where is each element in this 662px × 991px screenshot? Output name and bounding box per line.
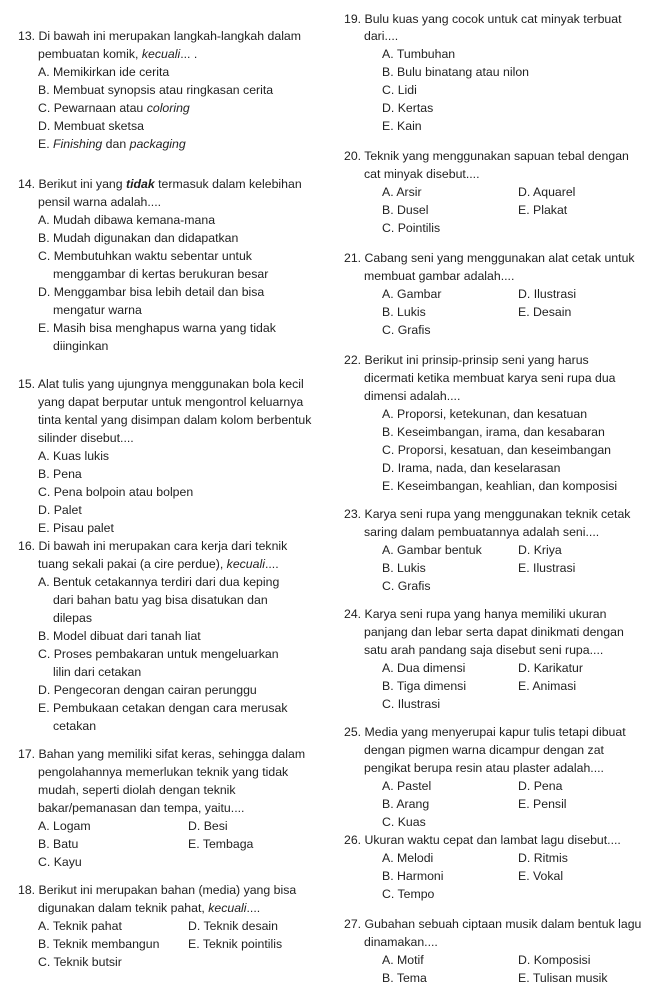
option-c[interactable]: C. Tempo [382, 887, 435, 901]
question-23-stem: 23. Karya seni rupa yang menggunakan teknik cetak [344, 507, 631, 521]
question-25-stem: 25. Media yang menyerupai kapur tulis tetapi dibuat [344, 725, 626, 739]
option-e[interactable]: E. Pembukaan cetakan dengan cara merusak [38, 701, 288, 715]
option-a[interactable]: A. Kuas lukis [38, 449, 110, 463]
option-c[interactable]: C. Grafis [382, 579, 431, 593]
option-b[interactable]: B. Model dibuat dari tanah liat [38, 629, 201, 643]
option-e-cont: diinginkan [53, 339, 109, 353]
option-c[interactable]: C. Proses pembakaran untuk mengeluarkan [38, 647, 279, 661]
question-17-stem: 17. Bahan yang memiliki sifat keras, sehingga dalam [18, 747, 306, 761]
option-a[interactable]: A. Logam [38, 819, 91, 833]
option-b[interactable]: B. Keseimbangan, irama, dan kesabaran [382, 425, 605, 439]
question-17-stem-line2: pengolahannya memerlukan teknik yang tidak [38, 765, 289, 779]
option-c[interactable]: C. Kuas [382, 815, 426, 829]
question-15-stem-line4: silinder disebut.... [38, 431, 134, 445]
option-e[interactable]: E. Vokal [518, 869, 564, 883]
option-e[interactable]: E. Teknik pointilis [188, 937, 283, 951]
question-13-stem-line2: pembuatan komik, kecuali... . [38, 47, 198, 61]
question-17-stem-line3: mudah, seperti diolah dengan teknik [38, 783, 236, 797]
question-22-stem-line2: dicermati ketika membuat karya seni rupa dua [364, 371, 616, 385]
option-d[interactable]: D. Karikatur [518, 661, 583, 675]
option-d[interactable]: D. Besi [188, 819, 228, 833]
question-17-stem-line4: bakar/pemanasan dan tempa, yaitu.... [38, 801, 245, 815]
option-c[interactable]: C. Proporsi, kesatuan, dan keseimbangan [382, 443, 611, 457]
option-b[interactable]: B. Membuat synopsis atau ringkasan cerita [38, 83, 274, 97]
option-a[interactable]: A. Gambar [382, 287, 442, 301]
option-d[interactable]: D. Menggambar bisa lebih detail dan bisa [38, 285, 265, 299]
option-e[interactable]: E. Finishing dan packaging [38, 137, 186, 151]
option-d[interactable]: D. Teknik desain [188, 919, 278, 933]
option-c[interactable]: C. Membutuhkan waktu sebentar untuk [38, 249, 252, 263]
question-18-stem-line2: digunakan dalam teknik pahat, kecuali.... [38, 901, 261, 915]
question-23-stem-line2: saring dalam pembuatannya adalah seni.... [364, 525, 600, 539]
question-19-stem-line2: dari.... [364, 29, 399, 43]
option-a[interactable]: A. Memikirkan ide cerita [38, 65, 170, 79]
question-20-stem-line2: cat minyak disebut.... [364, 167, 480, 181]
option-e[interactable]: E. Desain [518, 305, 572, 319]
question-15-stem-line3: tinta kental yang disimpan dalam kolom berbentuk [38, 413, 312, 427]
option-c[interactable]: C. Pointilis [382, 221, 441, 235]
option-e[interactable]: E. Ilustrasi [518, 561, 576, 575]
option-b[interactable]: B. Teknik membangun [38, 937, 160, 951]
option-c-cont: menggambar di kertas berukuran besar [53, 267, 269, 281]
option-e[interactable]: E. Tembaga [188, 837, 254, 851]
option-b[interactable]: B. Batu [38, 837, 79, 851]
option-a[interactable]: A. Arsir [382, 185, 422, 199]
option-b[interactable]: B. Harmoni [382, 869, 444, 883]
question-22-stem-line3: dimensi adalah.... [364, 389, 461, 403]
option-c[interactable]: C. Pewarnaan atau coloring [38, 101, 190, 115]
question-24-stem-line2: panjang dan lebar serta dapat dinikmati dengan [364, 625, 624, 639]
option-a[interactable]: A. Mudah dibawa kemana-mana [38, 213, 216, 227]
option-a[interactable]: A. Motif [382, 953, 424, 967]
option-e-cont: cetakan [53, 719, 97, 733]
question-24-stem: 24. Karya seni rupa yang hanya memiliki ukuran [344, 607, 607, 621]
option-c[interactable]: C. Pena bolpoin atau bolpen [38, 485, 194, 499]
option-e[interactable]: E. Animasi [518, 679, 577, 693]
option-a[interactable]: A. Dua dimensi [382, 661, 466, 675]
option-b[interactable]: B. Pena [38, 467, 82, 481]
option-a[interactable]: A. Teknik pahat [38, 919, 122, 933]
option-c[interactable]: C. Lidi [382, 83, 417, 97]
option-a[interactable]: A. Gambar bentuk [382, 543, 482, 557]
question-14-stem-line2: pensil warna adalah.... [38, 195, 162, 209]
option-e[interactable]: E. Pensil [518, 797, 567, 811]
question-16-stem: 16. Di bawah ini merupakan cara kerja dari teknik [18, 539, 288, 553]
option-a-cont2: dilepas [53, 611, 92, 625]
option-d[interactable]: D. Kertas [382, 101, 434, 115]
option-a[interactable]: A. Pastel [382, 779, 432, 793]
option-c[interactable]: C. Teknik butsir [38, 955, 122, 969]
option-d[interactable]: D. Kriya [518, 543, 562, 557]
option-b[interactable]: B. Tiga dimensi [382, 679, 467, 693]
question-15-stem-line2: yang dapat berputar untuk mengontrol keluarnya [38, 395, 304, 409]
option-d[interactable]: D. Membuat sketsa [38, 119, 144, 133]
option-c[interactable]: C. Grafis [382, 323, 431, 337]
option-a[interactable]: A. Tumbuhan [382, 47, 456, 61]
option-e[interactable]: E. Keseimbangan, keahlian, dan komposisi [382, 479, 618, 493]
option-b[interactable]: B. Lukis [382, 305, 426, 319]
question-16-stem-line2: tuang sekali pakai (a cire perdue), kecuali.... [38, 557, 279, 571]
question-22-stem: 22. Berikut ini prinsip-prinsip seni yang harus [344, 353, 589, 367]
option-e[interactable]: E. Masih bisa menghapus warna yang tidak [38, 321, 276, 335]
option-c[interactable]: C. Kayu [38, 855, 82, 869]
question-19-stem: 19. Bulu kuas yang cocok untuk cat minyak terbuat [344, 12, 622, 26]
question-26-stem: 26. Ukuran waktu cepat dan lambat lagu disebut.... [344, 833, 621, 847]
option-b[interactable]: B. Dusel [382, 203, 429, 217]
question-27-stem: 27. Gubahan sebuah ciptaan musik dalam bentuk lagu [344, 917, 642, 931]
question-24-stem-line3: satu arah pandang saja disebut seni rupa.... [364, 643, 604, 657]
question-25-stem-line2: dengan pigmen warna dicampur dengan zat [364, 743, 604, 757]
option-d[interactable]: D. Pengecoran dengan cairan perunggu [38, 683, 257, 697]
option-e[interactable]: E. Kain [382, 119, 422, 133]
option-d[interactable]: D. Palet [38, 503, 82, 517]
option-c[interactable]: C. Ilustrasi [382, 697, 441, 711]
option-a[interactable]: A. Proporsi, ketekunan, dan kesatuan [382, 407, 588, 421]
question-27-stem-line2: dinamakan.... [364, 935, 438, 949]
option-c-cont: lilin dari cetakan [53, 665, 142, 679]
option-d-cont: mengatur warna [53, 303, 142, 317]
question-18-stem: 18. Berikut ini merupakan bahan (media) yang bisa [18, 883, 297, 897]
option-b[interactable]: B. Bulu binatang atau nilon [382, 65, 529, 79]
question-21-stem: 21. Cabang seni yang menggunakan alat cetak untuk [344, 251, 635, 265]
option-d[interactable]: D. Pena [518, 779, 563, 793]
question-13-stem: 13. Di bawah ini merupakan langkah-langkah dalam [18, 29, 302, 43]
option-e[interactable]: E. Pisau palet [38, 521, 114, 535]
option-e[interactable]: E. Plakat [518, 203, 568, 217]
option-e[interactable]: E. Tulisan musik [518, 971, 608, 985]
option-b[interactable]: B. Mudah digunakan dan didapatkan [38, 231, 239, 245]
question-20-stem: 20. Teknik yang menggunakan sapuan tebal dengan [344, 149, 629, 163]
option-a[interactable]: A. Melodi [382, 851, 434, 865]
question-15-stem: 15. Alat tulis yang ujungnya menggunakan bola kecil [18, 377, 304, 391]
option-b[interactable]: B. Lukis [382, 561, 426, 575]
option-a-cont: dari bahan batu yag bisa disatukan dan [53, 593, 268, 607]
option-d[interactable]: D. Komposisi [518, 953, 591, 967]
question-25-stem-line3: pengikat berupa resin atau plaster adalah.... [364, 761, 604, 775]
option-d[interactable]: D. Ilustrasi [518, 287, 577, 301]
question-14-stem: 14. Berikut ini yang tidak termasuk dalam kelebihan [18, 177, 302, 191]
option-d[interactable]: D. Aquarel [518, 185, 576, 199]
option-a[interactable]: A. Bentuk cetakannya terdiri dari dua keping [38, 575, 280, 589]
option-d[interactable]: D. Ritmis [518, 851, 568, 865]
option-b[interactable]: B. Tema [382, 971, 427, 985]
option-b[interactable]: B. Arang [382, 797, 430, 811]
question-21-stem-line2: membuat gambar adalah.... [364, 269, 515, 283]
option-d[interactable]: D. Irama, nada, dan keselarasan [382, 461, 561, 475]
